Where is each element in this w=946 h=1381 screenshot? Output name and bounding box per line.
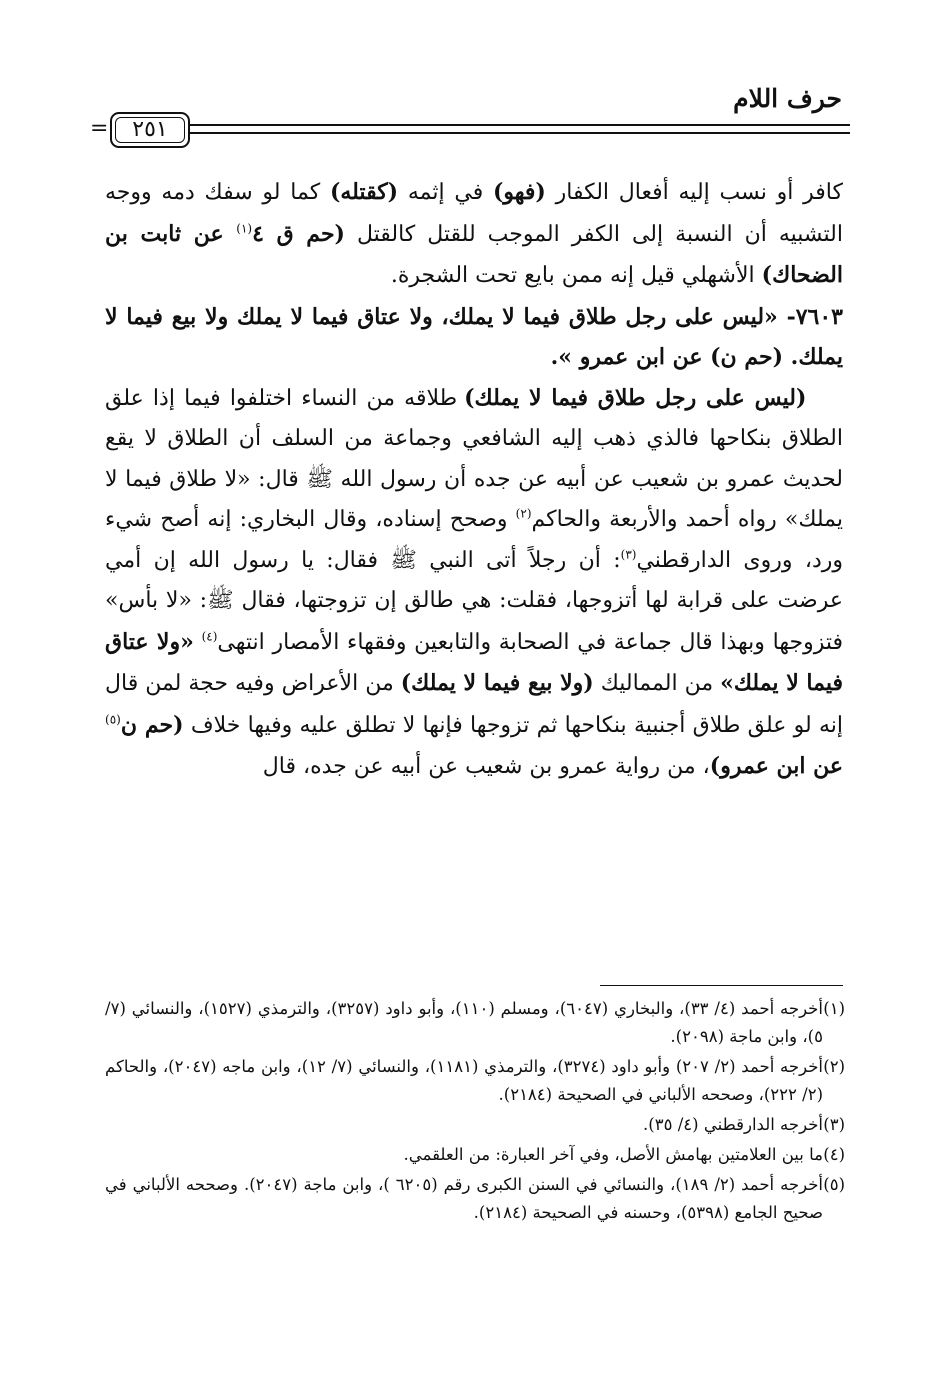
hadith-7603 <box>105 297 843 378</box>
header-rule-bottom <box>190 132 850 134</box>
footnote-separator <box>600 985 843 986</box>
hadith-text: «ليس على رجل طلاق فيما لا يملك، ولا عتاق فيما لا يملك ولا بيع فيما لا يملك. (حم ن) عن ابن عمرو ». <box>105 303 843 370</box>
chapter-title: حرف اللام <box>733 84 842 113</box>
page-number: ٢٥١ <box>110 112 190 148</box>
footnote-ref-2: (٢) <box>515 506 532 521</box>
paragraph-commentary-1: كافر أو نسب إليه أفعال الكفار (فهو) في إثمه (كقتله) كما لو سفك دمه ووجه التشبيه أن النسبة إلى الكفر الموجب للقتل كالقتل (حم ق ٤$^{(١)}$ عن ثابت بن الضحاك) الأشهلي قيل إنه ممن بايع تحت الشجرة. <box>105 179 843 288</box>
hadith-number: ٧٦٠٣- <box>777 303 843 330</box>
footnote-4: (٤) ما بين العلامتين بهامش الأصل، وفي آخر العبارة: من العلقمي. <box>403 1145 845 1164</box>
main-text <box>105 172 843 788</box>
footnote-2: (٢) أخرجه أحمد (٢/ ٢٠٧) وأبو داود (٣٢٧٤)، والترمذي (١١٨١)، والنسائي (٧/ ١٢)، وابن ماجه (٢٠٤٧)، والحاكم (٢/ ٢٢٢)، وصححه الألباني في الصحيحة (٢١٨٤). <box>105 1057 845 1104</box>
footnote-ref-4: (٤) <box>201 629 218 644</box>
header-left-mark: = <box>90 116 109 141</box>
footnote-3: (٣) أخرجه الدارقطني (٤/ ٣٥). <box>643 1115 845 1134</box>
header-rule-top <box>190 124 850 126</box>
footnote-ref-3: (٣) <box>620 547 637 562</box>
footnote-ref-5: (٥) <box>105 712 121 727</box>
paragraph-commentary-2: (ليس على رجل طلاق فيما لا يملك) طلاقه من النساء اختلفوا فيما إذا علق الطلاق بنكاحها فالذي ذهب إليه الشافعي وجماعة من السلف أن الطلاق لا يقع لحديث عمرو بن شعيب عن أبيه عن جده أن رسول الله ﷺ قال: «لا طلاق فيما لا يملك» رواه أحمد والأربعة والحاكم$^{(٢)}$ وصحح إسناده، وقال البخاري: إنه أصح شيء ورد، وروى الدارقطني$^{(٣)}$: أن رجلاً أتى النبي ﷺ فقال: يا رسول الله إن أمي عرضت على قرابة لها أتزوجها، فقلت: هي طالق إن تزوجتها، فقال ﷺ: «لا بأس» فتزوجها وبهذا قال جماعة في الصحابة والتابعين وفقهاء الأمصار انتهى$^{(٤)}$ «ولا عتاق فيما لا يملك» من المماليك (ولا بيع فيما لا يملك) من الأعراض وفيه حجة لمن قال إنه لو علق طلاق أجنبية بنكاحها ثم تزوجها فإنها لا تطلق عليه وفيها خلاف (حم ن$^{(٥)}$ عن ابن عمرو)، من رواية عمرو بن شعيب عن أبيه عن جده، قال <box>105 384 844 779</box>
footnotes <box>105 995 845 1229</box>
page-header <box>90 72 850 162</box>
footnote-ref-1: (١) <box>236 221 253 236</box>
footnote-1: (١) أخرجه أحمد (٤/ ٣٣)، والبخاري (٦٠٤٧)، ومسلم (١١٠)، وأبو داود (٣٢٥٧)، والترمذي (١٥٢٧)، والنسائي (٧/ ٥)، وابن ماجة (٢٠٩٨). <box>105 999 845 1046</box>
footnote-5: (٥) أخرجه أحمد (٢/ ١٨٩)، والنسائي في السنن الكبرى رقم (٦٢٠٥ )، وابن ماجة (٢٠٤٧). وصححه الألباني في صحيح الجامع (٥٣٩٨)، وحسنه في الصحيحة (٢١٨٤). <box>105 1175 845 1222</box>
